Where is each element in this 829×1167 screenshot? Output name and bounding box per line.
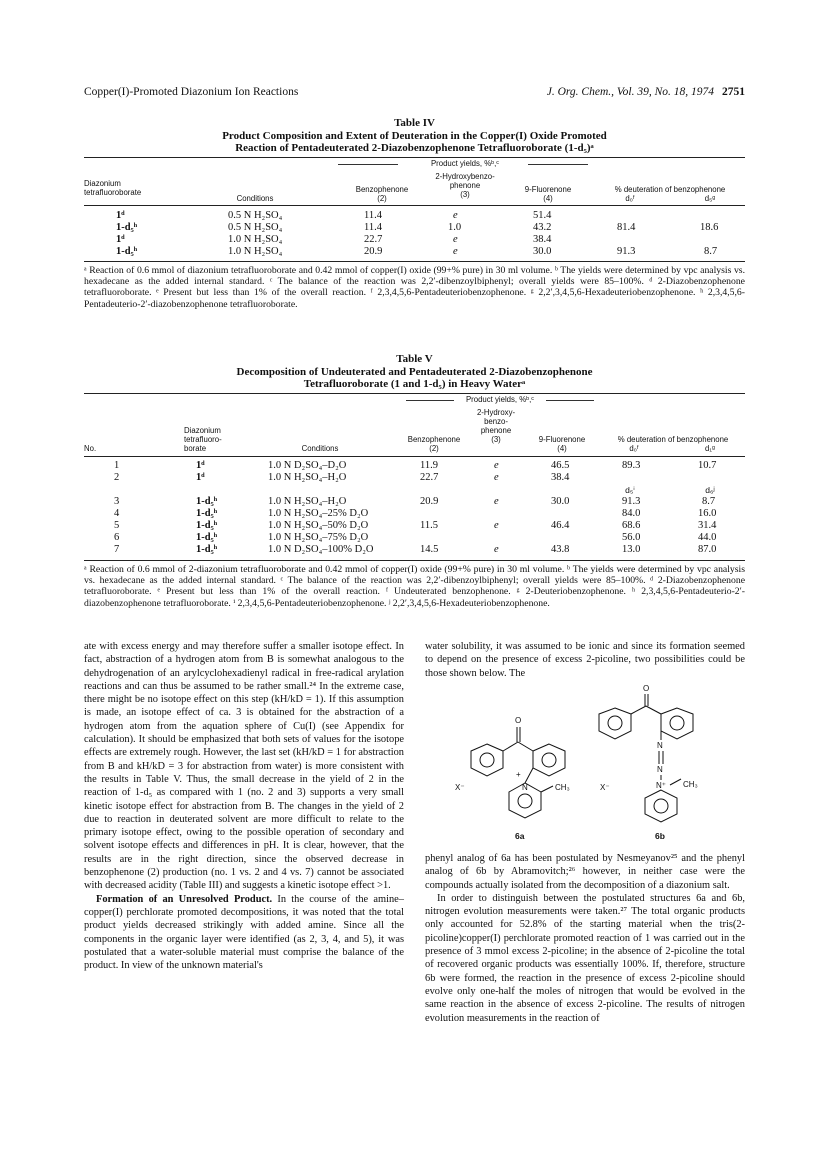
t4-r4-d5: 8.7 bbox=[704, 246, 718, 257]
t4-r2-fluor: 43.2 bbox=[533, 222, 552, 233]
6b-ring-right bbox=[661, 708, 693, 739]
t5-r7-conditions: 1.0 N D₂SO₄–100% D₂O bbox=[268, 544, 374, 555]
t5-r3-d6: 8.7 bbox=[702, 496, 716, 507]
t4-head-benzo2: (2) bbox=[377, 194, 387, 203]
t5-subhead-d5: d₅ⁱ bbox=[625, 485, 635, 495]
t5-head-diazonium3: borate bbox=[184, 444, 207, 453]
t5-head-fluor2: (4) bbox=[557, 444, 567, 453]
section-text: In the course of the amine–copper(I) perchlorate promoted decompositions, it was noted that the total product yields decreased strikingly with added amine. Since all the components in the organic layer were identified (as 2, 3, 4, and 5), it was postulated that a water-soluble material must comprise the balance of the product. In view of the unknown material's bbox=[84, 893, 404, 972]
t5-r4-diazonium: 1-d₅ʰ bbox=[196, 508, 218, 519]
t4-r1-conditions: 0.5 N H₂SO₄ bbox=[228, 210, 283, 221]
t4-head-hydroxy3: (3) bbox=[460, 190, 470, 199]
t5-r3-no: 3 bbox=[114, 496, 120, 507]
t4-head-fluor2: (4) bbox=[543, 194, 553, 203]
t5-r1-d1: 10.7 bbox=[698, 460, 717, 471]
right-column-top bbox=[425, 640, 745, 680]
t5-r6-d5: 56.0 bbox=[622, 532, 641, 543]
t5-r7-no: 7 bbox=[114, 544, 120, 555]
t4-r2-d5: 18.6 bbox=[700, 222, 719, 233]
t5-r2-fluor: 38.4 bbox=[551, 472, 570, 483]
right-paragraph-3: In order to distinguish between the postulated structures 6a and 6b, nitrogen evolution measurements were taken.²⁷ The total organic products only accounted for 52.8% of the starting material when the tris(2-picoline)copper(I) perchlorate promoted reaction of 1 was carried out in the presence of 3 mmol excess 2-picoline; in the absence of 2-picoline the total of recovered organic products was essentially 100%. If, therefore, structure 6b were formed, the reaction in the presence of excess 2-picoline should evolve only one-half the moles of nitrogen that would be evolved in the same reaction in the absence of excess 2-picoline. The results of nitrogen evolution measurements in the reaction of bbox=[425, 892, 745, 1024]
table4-label: Table IV bbox=[394, 117, 435, 129]
structure-6b bbox=[599, 684, 698, 822]
t4-r4-d0: 91.3 bbox=[617, 246, 636, 257]
table5-bottom-rule bbox=[84, 560, 745, 561]
6a-ring-right bbox=[533, 744, 565, 776]
t5-head-fluor1: 9-Fluorenone bbox=[538, 435, 586, 444]
t5-r1-diazonium: 1ᵈ bbox=[196, 460, 205, 471]
t4-r4-hydroxy: e bbox=[453, 246, 458, 257]
t4-r4-benzo: 20.9 bbox=[364, 246, 383, 257]
t5-r1-benzo: 11.9 bbox=[420, 460, 438, 471]
table5-label: Table V bbox=[396, 353, 433, 365]
t4-r2-hydroxy: 1.0 bbox=[448, 222, 462, 233]
journal-citation bbox=[547, 86, 745, 98]
t5-head-hydroxy3: phenone bbox=[480, 426, 512, 435]
t4-yields-rule-right bbox=[528, 164, 588, 165]
t4-head-fluor1: 9-Fluorenone bbox=[524, 185, 572, 194]
t5-head-yields: Product yields, %ᵇ,ᶜ bbox=[465, 395, 535, 404]
t5-r5-fluor: 46.4 bbox=[551, 520, 570, 531]
6a-counterion: X⁻ bbox=[455, 783, 465, 792]
table4-title-line1: Product Composition and Extent of Deuteration in the Copper(I) Oxide Promoted bbox=[222, 129, 607, 142]
6a-nitrogen: N bbox=[522, 783, 528, 792]
t5-r2-conditions: 1.0 N H₂SO₄–H₂O bbox=[268, 472, 347, 483]
t5-head-benzo2: (2) bbox=[429, 444, 439, 453]
table5-title-block bbox=[84, 353, 745, 391]
t4-head-conditions: Conditions bbox=[236, 194, 274, 203]
t4-r3-hydroxy: e bbox=[453, 234, 458, 245]
table4-top-rule bbox=[84, 157, 745, 158]
right-paragraph-top: water solubility, it was assumed to be ionic and since its formation seemed to depend on the presence of excess 2-picoline, two possibilities could be those shown below. The bbox=[425, 641, 745, 679]
t5-r1-fluor: 46.5 bbox=[551, 460, 570, 471]
t4-r4-fluor: 30.0 bbox=[533, 246, 552, 257]
t5-head-hydroxy2: benzo- bbox=[484, 417, 508, 426]
t4-r2-diazonium: 1-d₅ʰ bbox=[116, 222, 138, 233]
t5-r1-d0: 89.3 bbox=[622, 460, 641, 471]
page-number: 2751 bbox=[722, 86, 745, 98]
t4-head-hydroxy1: 2-Hydroxybenzo- bbox=[435, 172, 495, 181]
t5-r5-hydroxy: e bbox=[494, 520, 499, 531]
structures-figure bbox=[425, 684, 755, 841]
t5-r4-no: 4 bbox=[114, 508, 120, 519]
t4-head-d5: d₅ᵍ bbox=[704, 194, 716, 203]
6a-oxygen: O bbox=[515, 716, 522, 725]
t4-r3-fluor: 38.4 bbox=[533, 234, 552, 245]
structure-6a bbox=[455, 716, 570, 818]
t4-r3-diazonium: 1ᵈ bbox=[116, 234, 125, 245]
t5-head-no: No. bbox=[84, 444, 97, 453]
table5-title-line2: Tetrafluoroborate (1 and 1-d₅) in Heavy Waterᵃ bbox=[303, 378, 526, 390]
t4-r1-fluor: 51.4 bbox=[533, 210, 552, 221]
t5-r5-no: 5 bbox=[114, 520, 120, 531]
6b-ring-left bbox=[599, 708, 631, 739]
t5-r5-diazonium: 1-d₅ʰ bbox=[196, 520, 218, 531]
t4-r1-diazonium: 1ᵈ bbox=[116, 210, 125, 221]
t4-head-diazonium2: tetrafluoroborate bbox=[84, 188, 142, 197]
t5-head-hydroxy1: 2-Hydroxy- bbox=[476, 408, 516, 417]
t4-r1-hydroxy: e bbox=[453, 210, 458, 221]
6b-oxygen: O bbox=[643, 684, 650, 693]
t4-r3-benzo: 22.7 bbox=[364, 234, 383, 245]
section-heading: Formation of an Unresolved Product. bbox=[96, 893, 273, 905]
t5-r2-benzo: 22.7 bbox=[420, 472, 439, 483]
label-6b: 6b bbox=[655, 831, 665, 841]
t5-head-hydroxy4: (3) bbox=[491, 435, 501, 444]
t4-head-deut: % deuteration of benzophenone bbox=[614, 185, 726, 194]
left-column bbox=[84, 640, 404, 972]
t5-r3-fluor: 30.0 bbox=[551, 496, 570, 507]
section-paragraph bbox=[84, 893, 404, 973]
t5-head-d0: d₀ᶠ bbox=[629, 444, 639, 453]
6b-nitrogen-lower: N bbox=[657, 765, 663, 774]
table4-footnotes: ᵃ Reaction of 0.6 mmol of diazonium tetrafluoroborate and 0.42 mmol of copper(I) oxide (99+% pure) in 30 ml volume. ᵇ The yields were determined by vpc analysis vs. hexadecane as the added internal standard. ᶜ The balance of the reaction was 2,2′-dibenzoylbiphenyl; overall yields were 85–100%. ᵈ 2-Diazobenzophenone tetrafluoroborate. ᵉ Present but less than 1% of the overall reaction. ᶠ 2,3,4,5,6-Pentadeuteriobenzophenone. ᵍ 2,2′,3,4,5,6-Hexadeuteriobenzophenone. ʰ 2,3,4,5,6-Pentadeuterio-2′-diazobenzophenone tetrafluoroborate. bbox=[84, 265, 745, 310]
t5-head-diazonium1: Diazonium bbox=[184, 426, 221, 435]
t5-r5-benzo: 11.5 bbox=[420, 520, 438, 531]
t4-r2-d0: 81.4 bbox=[617, 222, 636, 233]
6a-plus: + bbox=[516, 770, 521, 779]
t5-r3-conditions: 1.0 N H₂SO₄–H₂O bbox=[268, 496, 347, 507]
t4-r2-conditions: 0.5 N H₂SO₄ bbox=[228, 222, 283, 233]
6b-counterion: X⁻ bbox=[600, 783, 610, 792]
t5-r7-d5: 13.0 bbox=[622, 544, 641, 555]
6a-ring-left bbox=[471, 744, 503, 776]
journal-name: J. Org. Chem., Vol. 39, No. 18, 1974 bbox=[546, 86, 714, 98]
t5-r3-diazonium: 1-d₅ʰ bbox=[196, 496, 218, 507]
6b-pyridinium-ring bbox=[645, 790, 677, 822]
6b-pyridinium-n: N⁺ bbox=[656, 781, 666, 790]
table4-header-rule bbox=[84, 205, 745, 206]
t4-head-hydroxy2: phenone bbox=[449, 181, 481, 190]
table4-bottom-rule bbox=[84, 261, 745, 262]
t5-r3-hydroxy: e bbox=[494, 496, 499, 507]
table5-title-line1: Decomposition of Undeuterated and Pentadeuterated 2-Diazobenzophenone bbox=[236, 365, 593, 378]
t5-r3-d5: 91.3 bbox=[622, 496, 641, 507]
t5-r5-d5: 68.6 bbox=[622, 520, 641, 531]
t5-r1-conditions: 1.0 N D₂SO₄–D₂O bbox=[268, 460, 347, 471]
t5-r6-no: 6 bbox=[114, 532, 120, 543]
t5-yields-rule-right bbox=[546, 400, 594, 401]
table5-top-rule bbox=[84, 393, 745, 394]
t4-r1-benzo: 11.4 bbox=[364, 210, 382, 221]
t5-r3-benzo: 20.9 bbox=[420, 496, 439, 507]
table5-header-rule bbox=[84, 456, 745, 457]
left-paragraph-1: ate with excess energy and may therefore suffer a smaller isotope effect. In fact, abstraction of a hydrogen atom from B is somewhat analogous to the dehydrogenation of an arylcyclohexadienyl radical in free-radical arylation reactions and can thus be assumed to be rather small.²⁴ In the extreme case, there might be no isotope effect on this step (kH/kD = 1). If this assumption is made, an isotope effect of ca. 3 is obtained for the abstraction of a hydrogen atom from the aquation sphere of Cu(I) (see Appendix for calculation). It should be emphasized that both sets of values for the isotope effects are extremely rough. However, the last set (kH/kD = 1 for abstraction from B and kH/kD = 3 for abstraction from water) is more consistent with the results in Table V. Thus, the small decrease in the yield of 2 in the reaction of 1-d₅ as compared with 1 (no. 2 and 3) supports a very small kinetic isotope effect for abstraction from B. The changes in the yield of 2 due to reaction in deuterated solvent are more difficult to relate to the primary isotope effect, owing to the possible operation of secondary and solvent isotope effects and differences in pH. It is clear, however, that the results are in the right direction, since the observed decrease in benzophenone (2) production (no. 1 vs. 2 and 4 vs. 7) cannot be associated with decreased acidity (Table III) and suggests a kinetic isotope effect >1. bbox=[84, 641, 404, 892]
t5-r7-fluor: 43.8 bbox=[551, 544, 570, 555]
t5-head-conditions: Conditions bbox=[301, 444, 339, 453]
t5-r7-diazonium: 1-d₅ʰ bbox=[196, 544, 218, 555]
t5-r2-no: 2 bbox=[114, 472, 120, 483]
t4-r4-conditions: 1.0 N H₂SO₄ bbox=[228, 246, 283, 257]
t4-head-diazonium1: Diazonium bbox=[84, 179, 121, 188]
t5-r7-benzo: 14.5 bbox=[420, 544, 439, 555]
t5-r6-d6: 44.0 bbox=[698, 532, 717, 543]
t5-r6-diazonium: 1-d₅ʰ bbox=[196, 532, 218, 543]
table4-title-line2: Reaction of Pentadeuterated 2-Diazobenzophenone Tetrafluoroborate (1-d₅)ᵃ bbox=[235, 142, 594, 154]
running-title: Copper(I)-Promoted Diazonium Ion Reactions bbox=[84, 86, 299, 98]
t4-yields-rule-left bbox=[338, 164, 398, 165]
t4-head-d0: d₀ᶠ bbox=[625, 194, 635, 203]
table4-title-block bbox=[84, 117, 745, 155]
label-6a: 6a bbox=[515, 831, 525, 841]
t4-r2-benzo: 11.4 bbox=[364, 222, 382, 233]
t5-r4-d6: 16.0 bbox=[698, 508, 717, 519]
t5-r2-hydroxy: e bbox=[494, 472, 499, 483]
t4-r4-diazonium: 1-d₅ʰ bbox=[116, 246, 138, 257]
t5-r5-conditions: 1.0 N H₂SO₄–50% D₂O bbox=[268, 520, 369, 531]
t5-yields-rule-left bbox=[406, 400, 454, 401]
t5-r4-d5: 84.0 bbox=[622, 508, 641, 519]
6b-nitrogen-upper: N bbox=[657, 741, 663, 750]
t5-r4-conditions: 1.0 N H₂SO₄–25% D₂O bbox=[268, 508, 369, 519]
t5-subhead-d6: d₆ʲ bbox=[705, 485, 715, 495]
table5-footnotes: ᵃ Reaction of 0.6 mmol of 2-diazonium tetrafluoroborate and 0.42 mmol of copper(I) oxide (99+% pure) in 30 ml volume. ᵇ The yields were determined by vpc analysis vs. hexadecane as the added internal standard. ᶜ The balance of the reaction was 2,2′-dibenzoylbiphenyl; overall yields were 85–100%. ᵈ 2-Diazobenzophenone tetrafluoroborate. ᵉ Present but less than 1% of the overall reaction. ᶠ Undeuterated benzophenone. ᵍ 2-Deuteriobenzophenone. ʰ 2,3,4,5,6-Pentadeuterio-2′-diazobenzophenone tetrafluoroborate. ⁱ 2,3,4,5,6-Pentadeuteriobenzophenone. ʲ 2,2′,3,4,5,6-Hexadeuteriobenzophenone. bbox=[84, 564, 745, 609]
t5-r1-no: 1 bbox=[114, 460, 120, 471]
6b-methyl: CH₃ bbox=[683, 780, 698, 789]
t4-r3-conditions: 1.0 N H₂SO₄ bbox=[228, 234, 283, 245]
t5-head-d1: d₁ᵍ bbox=[705, 444, 715, 453]
t4-head-benzo1: Benzophenone bbox=[355, 185, 409, 194]
t5-head-benzo1: Benzophenone bbox=[407, 435, 461, 444]
6a-methyl: CH₃ bbox=[555, 783, 570, 792]
t5-r7-d6: 87.0 bbox=[698, 544, 717, 555]
t5-head-deut: % deuteration of benzophenone bbox=[617, 435, 729, 444]
t5-r2-diazonium: 1ᵈ bbox=[196, 472, 205, 483]
right-paragraph-2: phenyl analog of 6a has been postulated by Nesmeyanov²⁵ and the phenyl analog of 6b by Abramovitch;²⁶ however, in neither case were the compounds actually isolated from the decomposition of a diazonium salt. bbox=[425, 853, 745, 891]
t5-r5-d6: 31.4 bbox=[698, 520, 717, 531]
t5-r1-hydroxy: e bbox=[494, 460, 499, 471]
t5-head-diazonium2: tetrafluoro- bbox=[184, 435, 222, 444]
t5-r7-hydroxy: e bbox=[494, 544, 499, 555]
right-column-bottom bbox=[425, 852, 745, 1025]
t5-r6-conditions: 1.0 N H₂SO₄–75% D₂O bbox=[268, 532, 369, 543]
t4-head-yields: Product yields, %ᵇ,ᶜ bbox=[430, 159, 500, 168]
